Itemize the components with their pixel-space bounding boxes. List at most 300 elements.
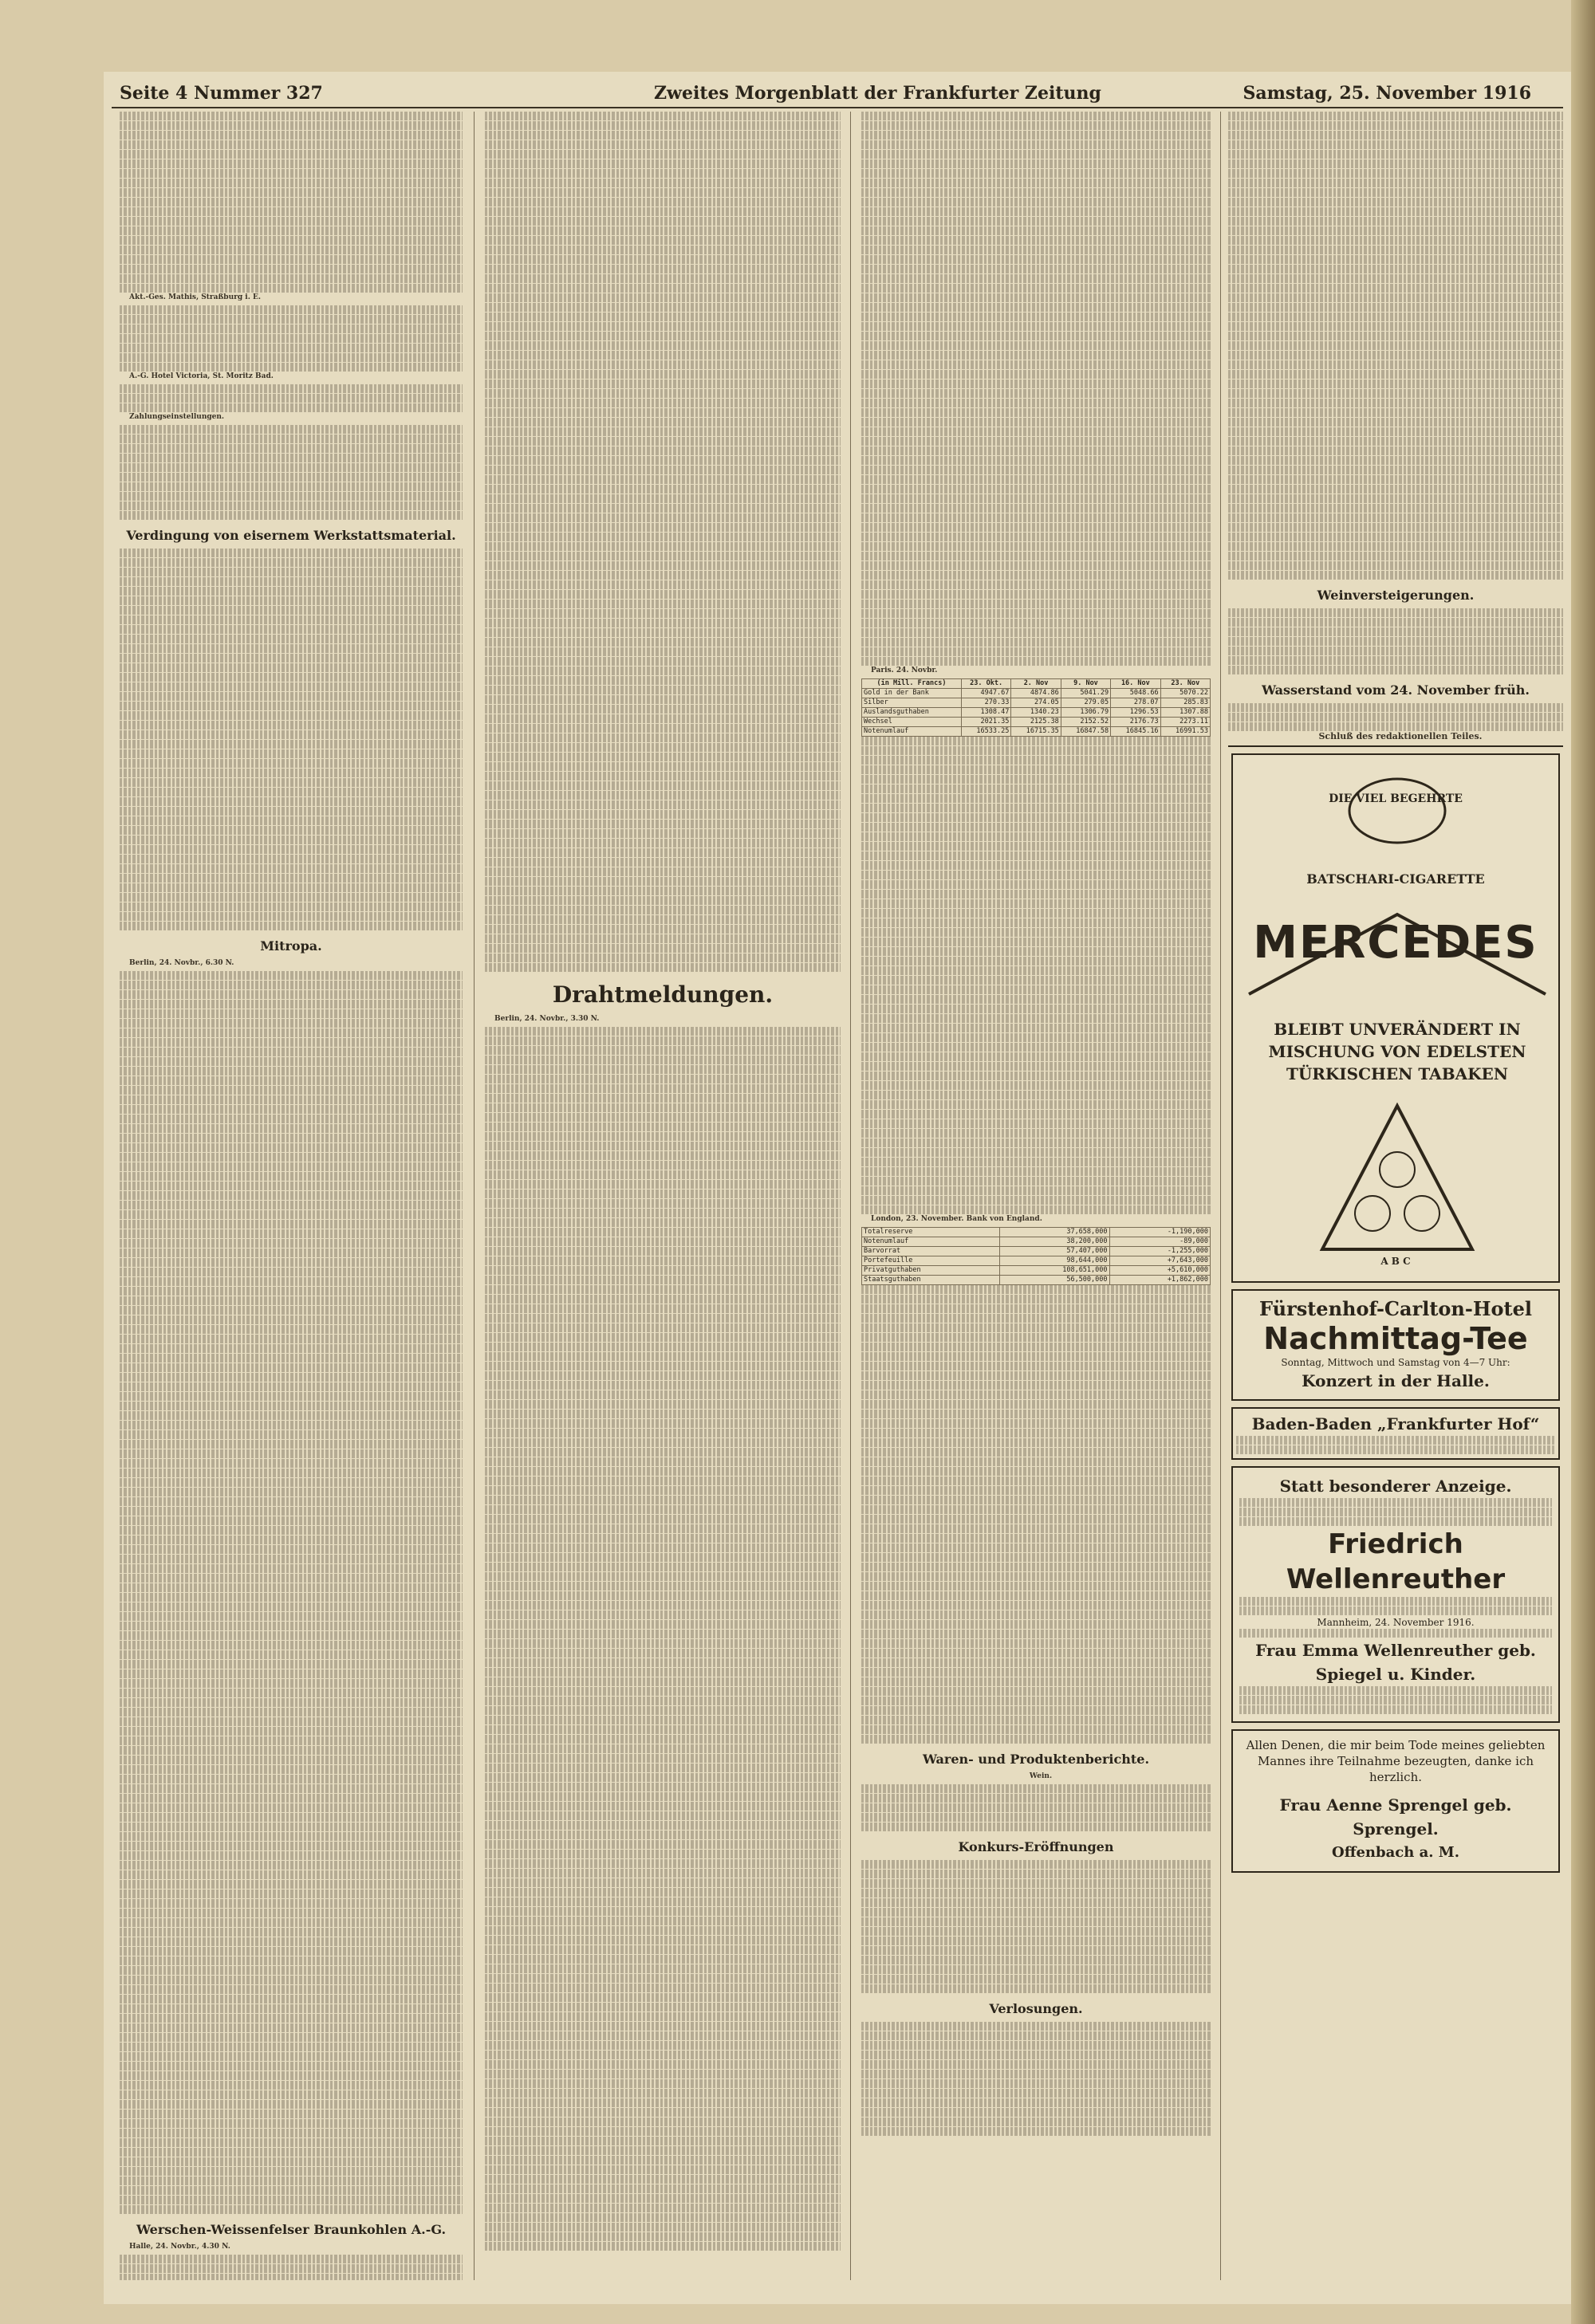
- heading-strassburg: Akt.-Ges. Mathis, Straßburg i. E.: [129, 293, 261, 301]
- text-line: [485, 810, 841, 819]
- text-line: [485, 609, 841, 618]
- text-line: [861, 561, 1211, 570]
- text-line: [120, 1574, 463, 1583]
- text-line: [485, 1103, 841, 1112]
- text-line: [485, 179, 841, 187]
- text-line: [485, 2051, 841, 2059]
- text-line: [120, 1086, 463, 1095]
- text-line: [861, 1908, 1211, 1917]
- text-line: [485, 1199, 841, 1208]
- text-line: [1228, 552, 1563, 560]
- text-line: [861, 533, 1211, 541]
- text-line: [120, 1526, 463, 1535]
- text-line: [861, 2031, 1211, 2040]
- text-line: [120, 1210, 463, 1219]
- text-line: [485, 2204, 841, 2212]
- cig-brand: MERCEDES: [1253, 917, 1538, 969]
- text-line: [120, 2157, 463, 2166]
- text-line: [861, 1803, 1211, 1812]
- text-line: [861, 2060, 1211, 2069]
- text-line: [485, 1783, 841, 1791]
- text-line: [120, 2138, 463, 2147]
- text-line: [120, 1516, 463, 1525]
- text-line: [120, 140, 463, 149]
- text-line: [120, 1660, 463, 1669]
- text-line: [120, 654, 463, 663]
- text-line: [861, 1400, 1211, 1409]
- table-row: Silber 270.33 274.05 279.05 278.07 285.83: [862, 698, 1211, 708]
- notice-heading: Statt besonderer Anzeige.: [1279, 1477, 1512, 1496]
- text-line: [861, 1515, 1211, 1524]
- text-line: [861, 1186, 1211, 1195]
- text-line: [485, 1955, 841, 1964]
- text-line: [861, 475, 1211, 484]
- london-bank-table: [861, 1227, 1211, 1285]
- text-line: [861, 928, 1211, 937]
- text-line: [861, 1285, 1211, 1294]
- text-line: [485, 724, 841, 733]
- column-rule: [850, 112, 851, 2280]
- text-line: [485, 1190, 841, 1198]
- text-line: [485, 169, 841, 178]
- text-line: [485, 1649, 841, 1657]
- text-line: [861, 379, 1211, 388]
- text-line: [120, 1650, 463, 1659]
- text-line: [120, 1382, 463, 1391]
- text-line: [120, 2148, 463, 2157]
- text-line: [861, 1167, 1211, 1176]
- text-line: [861, 947, 1211, 956]
- text-line: [485, 2089, 841, 2098]
- text-line: [485, 1945, 841, 1954]
- text-line: [485, 1142, 841, 1150]
- text-line: [120, 558, 463, 567]
- text-line: [120, 2196, 463, 2204]
- heading-verdingung: Verdingung von eisernem Werkstattsmaterial.: [126, 528, 456, 543]
- text-line: [485, 1075, 841, 1083]
- text-line: [485, 1113, 841, 1122]
- text-line: [1228, 713, 1563, 722]
- text-line: [485, 1773, 841, 1782]
- text-line: [861, 552, 1211, 560]
- text-line: [120, 384, 463, 393]
- text-line: [861, 746, 1211, 755]
- text-line: [485, 322, 841, 331]
- text-line: [861, 1917, 1211, 1926]
- text-line: [1228, 618, 1563, 627]
- editorial-end: Schluß des redaktionellen Teiles.: [1318, 731, 1483, 741]
- text-line: [861, 1005, 1211, 1013]
- heading-victoria: A.-G. Hotel Victoria, St. Moritz Bad.: [129, 372, 274, 380]
- text-line: [1228, 408, 1563, 417]
- text-line: [861, 1716, 1211, 1724]
- text-line: [861, 1467, 1211, 1476]
- text-line: [120, 344, 463, 352]
- table-row: Privatguthaben 108,651,000 +5,610,000: [862, 1266, 1211, 1276]
- text-line: [485, 284, 841, 293]
- text-line: [1228, 150, 1563, 159]
- text-line: [120, 435, 463, 443]
- text-line: [861, 609, 1211, 618]
- text-line: [861, 513, 1211, 522]
- text-line: [485, 600, 841, 608]
- text-line: [861, 985, 1211, 994]
- text-line: [120, 1287, 463, 1296]
- text-line: [485, 1802, 841, 1811]
- table-row: Staatsguthaben 56,500,000 +1,862,000: [862, 1276, 1211, 1285]
- text-line: [120, 778, 463, 787]
- text-line: [485, 379, 841, 388]
- cigarette-ad-art: [1233, 755, 1560, 1278]
- text-line: [485, 1084, 841, 1093]
- text-line: [1228, 179, 1563, 187]
- text-line: [1228, 561, 1563, 570]
- text-line: [120, 394, 463, 403]
- text-line: [861, 1119, 1211, 1128]
- text-line: [120, 1000, 463, 1009]
- text-line: [861, 1630, 1211, 1638]
- text-line: [120, 1325, 463, 1334]
- text-line: [485, 217, 841, 226]
- text-line: [485, 1515, 841, 1524]
- text-line: [861, 2089, 1211, 2098]
- table-row: Barvorrat 57,407,000 -1,255,000: [862, 1247, 1211, 1256]
- text-line: [120, 1009, 463, 1018]
- page-binding-edge: [1571, 0, 1595, 2324]
- text-line: [1228, 284, 1563, 293]
- text-line: [1228, 571, 1563, 580]
- text-line: [485, 1151, 841, 1160]
- text-line: [861, 1091, 1211, 1099]
- text-line: [120, 1985, 463, 1994]
- text-line: [120, 1315, 463, 1324]
- text-line: [120, 1593, 463, 1602]
- text-line: [120, 1239, 463, 1248]
- text-line: [485, 1056, 841, 1064]
- text-line: [120, 2129, 463, 2137]
- text-line: [485, 2127, 841, 2136]
- text-line: [120, 1918, 463, 1927]
- text-line: [485, 1410, 841, 1418]
- text-line: [861, 1677, 1211, 1686]
- text-line: [861, 1371, 1211, 1380]
- text-line: [861, 1323, 1211, 1332]
- cigarette-ad: [1231, 753, 1560, 1283]
- hotel-times: Sonntag, Mittwoch und Samstag von 4—7 Uhr:: [1281, 1357, 1510, 1368]
- text-line: [861, 966, 1211, 975]
- text-line: [120, 1746, 463, 1755]
- text-line: [861, 1553, 1211, 1562]
- text-line: [485, 1534, 841, 1543]
- text-line: [120, 836, 463, 844]
- text-line: [861, 131, 1211, 140]
- text-line: [120, 1870, 463, 1879]
- text-line: [120, 990, 463, 999]
- text-line: [485, 1553, 841, 1562]
- text-line: [120, 1115, 463, 1123]
- text-line: [485, 1419, 841, 1428]
- text-line: [861, 226, 1211, 235]
- text-line: [120, 511, 463, 520]
- text-line: [485, 1362, 841, 1370]
- text-line: [485, 906, 841, 914]
- text-line: [120, 1469, 463, 1477]
- table-row: Auslandsguthaben 1308.47 1340.23 1306.79 1296.53 1307.88: [862, 708, 1211, 718]
- hotel-event: Nachmittag-Tee: [1263, 1321, 1528, 1356]
- text-line: [485, 944, 841, 953]
- text-line: [120, 1402, 463, 1410]
- text-line: [1228, 140, 1563, 149]
- column-3: [861, 112, 1211, 2280]
- text-line: [485, 399, 841, 407]
- text-line: [861, 1024, 1211, 1032]
- text-line: [861, 1343, 1211, 1351]
- text-line: [1228, 274, 1563, 283]
- text-line: [861, 2108, 1211, 2117]
- text-line: [485, 255, 841, 264]
- text-line: [485, 800, 841, 809]
- text-line: [120, 2205, 463, 2214]
- text-line: [485, 198, 841, 206]
- text-line: [485, 504, 841, 513]
- text-line: [1239, 1517, 1552, 1526]
- text-line: [485, 1993, 841, 2002]
- text-line: [485, 408, 841, 417]
- text-line: [120, 826, 463, 835]
- text-line: [120, 403, 463, 412]
- text-line: [861, 1572, 1211, 1581]
- text-line: [1228, 389, 1563, 398]
- dateline-werschen: Halle, 24. Novbr., 4.30 N.: [129, 2243, 230, 2251]
- text-line: [485, 150, 841, 159]
- text-line: [120, 334, 463, 343]
- text-line: [485, 1457, 841, 1466]
- text-line: [485, 274, 841, 283]
- hotel-concert: Konzert in der Halle.: [1302, 1371, 1490, 1390]
- text-line: [1228, 112, 1563, 120]
- london-bank-title: London, 23. November. Bank von England.: [871, 1215, 1042, 1223]
- text-line: [485, 733, 841, 742]
- cig-tagline: DIE VIEL BEGEHRTE: [1329, 792, 1463, 805]
- text-line: [861, 179, 1211, 187]
- text-line: [861, 2079, 1211, 2088]
- text-line: [861, 784, 1211, 793]
- text-line: [861, 1927, 1211, 1936]
- text-line: [485, 1620, 841, 1629]
- text-line: [120, 2119, 463, 2128]
- text-line: [120, 112, 463, 120]
- text-line: [861, 1419, 1211, 1428]
- text-line: [120, 2062, 463, 2070]
- text-line: [1228, 207, 1563, 216]
- text-line: [485, 1228, 841, 1237]
- text-line: [485, 1094, 841, 1103]
- wasserstand-title: Wasserstand vom 24. November früh.: [1262, 682, 1530, 698]
- text-line: [485, 2175, 841, 2184]
- text-line: [861, 217, 1211, 226]
- text-line: [485, 686, 841, 694]
- text-line: [861, 813, 1211, 822]
- text-line: [120, 549, 463, 557]
- text-line: [861, 1668, 1211, 1677]
- text-line: [485, 1046, 841, 1055]
- text-line: [861, 580, 1211, 589]
- text-line: [1228, 627, 1563, 636]
- text-line: [1228, 226, 1563, 235]
- text-line: [120, 159, 463, 168]
- text-line: [861, 2051, 1211, 2059]
- hotel-name: Fürstenhof-Carlton-Hotel: [1259, 1297, 1532, 1320]
- text-line: [120, 198, 463, 206]
- text-line: [120, 1803, 463, 1812]
- text-line: [120, 1277, 463, 1286]
- text-line: [861, 1860, 1211, 1869]
- text-line: [120, 492, 463, 501]
- heading-drahtmeldungen: Drahtmeldungen.: [552, 981, 774, 1008]
- text-line: [485, 820, 841, 828]
- text-line: [485, 954, 841, 962]
- text-line: [861, 647, 1211, 656]
- text-line: [120, 1373, 463, 1382]
- text-line: [485, 2003, 841, 2011]
- text-line: [861, 1062, 1211, 1071]
- text-line: [861, 899, 1211, 908]
- text-line: [120, 1536, 463, 1544]
- text-line: [861, 1477, 1211, 1485]
- text-line: [861, 1457, 1211, 1466]
- text-line: [485, 2041, 841, 2050]
- text-line: [120, 324, 463, 333]
- text-line: [120, 1459, 463, 1468]
- text-line: [120, 864, 463, 873]
- text-line: [861, 1138, 1211, 1147]
- text-line: [120, 816, 463, 825]
- text-line: [485, 1390, 841, 1399]
- text-line: [485, 1907, 841, 1916]
- text-line: [861, 2022, 1211, 2031]
- text-line: [120, 883, 463, 892]
- text-line: [1239, 1629, 1552, 1638]
- text-line: [485, 2108, 841, 2117]
- text-line: [485, 887, 841, 895]
- text-line: [861, 255, 1211, 264]
- table-row: Notenumlauf 16533.25 16715.35 16847.58 16845.16 16991.53: [862, 727, 1211, 737]
- text-line: [861, 1582, 1211, 1591]
- text-line: [861, 1448, 1211, 1457]
- text-line: [485, 714, 841, 723]
- text-line: [861, 823, 1211, 832]
- page-date: Samstag, 25. November 1916: [1243, 83, 1531, 104]
- text-line: [485, 1610, 841, 1619]
- text-line: [120, 1794, 463, 1803]
- text-line: [120, 2186, 463, 2195]
- text-line: [485, 1438, 841, 1447]
- text-line: [120, 1344, 463, 1353]
- text-line: [485, 705, 841, 714]
- text-line: [861, 1390, 1211, 1399]
- text-line: [485, 2070, 841, 2078]
- text-line: [1228, 198, 1563, 206]
- text-line: [861, 504, 1211, 513]
- text-line: [485, 1209, 841, 1217]
- text-line: [120, 1842, 463, 1850]
- text-line: [1239, 1686, 1552, 1695]
- text-line: [1228, 513, 1563, 522]
- text-line: [120, 1832, 463, 1841]
- text-line: [120, 1057, 463, 1066]
- text-line: [485, 1936, 841, 1945]
- text-line: [861, 1295, 1211, 1304]
- text-line: [120, 1851, 463, 1860]
- text-line: [120, 444, 463, 453]
- notice-signers: Frau Emma Wellenreuther geb. Spiegel u. Kinder.: [1255, 1641, 1536, 1684]
- text-line: [861, 1314, 1211, 1323]
- text-line: [485, 781, 841, 790]
- text-line: [861, 1975, 1211, 1984]
- text-line: [1228, 131, 1563, 140]
- text-line: [861, 437, 1211, 446]
- text-line: [485, 1161, 841, 1170]
- text-line: [485, 2031, 841, 2040]
- text-line: [485, 446, 841, 455]
- text-line: [120, 1172, 463, 1181]
- text-line: [485, 1448, 841, 1457]
- text-line: [485, 896, 841, 905]
- text-line: [1228, 246, 1563, 254]
- text-line: [120, 1421, 463, 1429]
- text-line: [485, 360, 841, 369]
- newspaper-title: Zweites Morgenblatt der Frankfurter Zeitung: [654, 83, 1101, 104]
- text-line: [861, 756, 1211, 765]
- text-line: [1228, 494, 1563, 503]
- text-line: [120, 2274, 463, 2280]
- text-line: [120, 1784, 463, 1793]
- text-line: [861, 313, 1211, 321]
- text-line: [1228, 169, 1563, 178]
- text-line: [485, 437, 841, 446]
- text-line: [120, 730, 463, 739]
- text-line: [485, 2022, 841, 2031]
- text-line: [861, 1543, 1211, 1552]
- text-line: [485, 925, 841, 934]
- text-line: [861, 389, 1211, 398]
- text-line: [485, 1859, 841, 1868]
- text-line: [861, 1984, 1211, 1993]
- text-line: [120, 179, 463, 187]
- text-line: [120, 702, 463, 710]
- text-line: [861, 466, 1211, 474]
- text-line: [1228, 647, 1563, 655]
- text-line: [120, 1411, 463, 1420]
- text-line: [485, 332, 841, 340]
- text-line: [485, 513, 841, 522]
- dateline-mitropa: Berlin, 24. Novbr., 6.30 N.: [129, 959, 234, 967]
- text-line: [120, 1076, 463, 1085]
- text-line: [485, 389, 841, 398]
- text-line: [485, 1237, 841, 1246]
- text-line: [1239, 1606, 1552, 1615]
- text-line: [120, 673, 463, 682]
- text-line: [485, 1256, 841, 1265]
- text-line: [861, 293, 1211, 302]
- text-line: [120, 1296, 463, 1305]
- text-line: [120, 121, 463, 130]
- text-line: [120, 1430, 463, 1439]
- text-line: [1228, 236, 1563, 245]
- text-line: [485, 265, 841, 273]
- text-line: [861, 265, 1211, 273]
- text-line: [485, 1065, 841, 1074]
